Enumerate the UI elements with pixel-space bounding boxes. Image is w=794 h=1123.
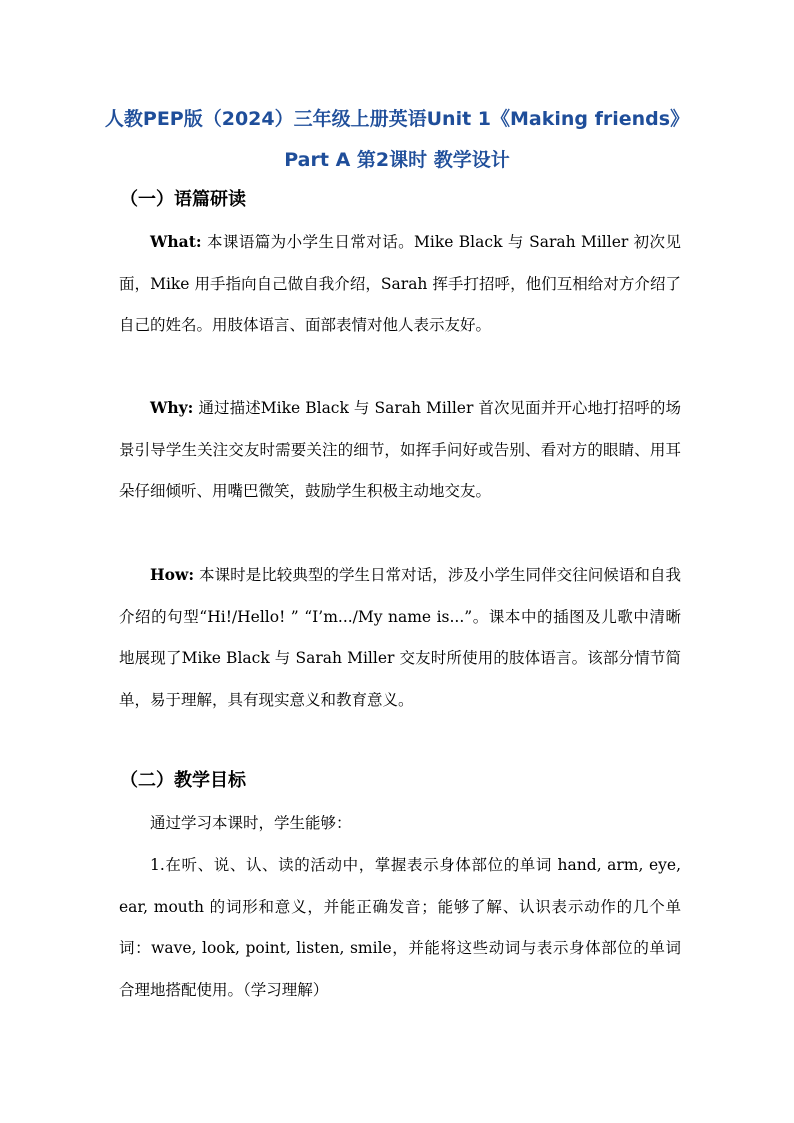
document-title-line1: 人教PEP版（2024）三年级上册英语Unit 1《Making friends》 xyxy=(104,108,690,130)
section-heading-text-analysis: （一）语篇研读 xyxy=(120,189,246,210)
what-label: What: xyxy=(150,232,202,251)
why-text: 通过描述Mike Black 与 Sarah Miller 首次见面并开心地打招呼的场景引导学生关注交友时需要关注的细节，如挥手问好或告别、看对方的眼睛、用耳朵仔细倾听、用嘴巴微笑，鼓励学生积极主动地交友。 xyxy=(119,399,681,500)
paragraph-why xyxy=(119,387,681,513)
document-title-line2: Part A 第2课时 教学设计 xyxy=(284,149,510,171)
why-label: Why: xyxy=(150,398,194,417)
paragraph-goal-item-1: 1.在听、说、认、读的活动中，掌握表示身体部位的单词 hand, arm, eye, ear, mouth 的词形和意义，并能正确发音；能够了解、认识表示动作的几个单词：wave, look, point, listen, smile，并能将这些动词与表示身体部位的单词合理地搭配使用。（学习理解） xyxy=(119,856,681,999)
what-text: 本课语篇为小学生日常对话。Mike Black 与 Sarah Miller 初次见面，Mike 用手指向自己做自我介绍，Sarah 挥手打招呼，他们互相给对方介绍了自己的姓名。用肢体语言、面部表情对他人表示友好。 xyxy=(119,233,681,334)
paragraph-what xyxy=(119,221,681,347)
paragraph-how xyxy=(119,554,681,721)
how-label: How: xyxy=(150,565,195,584)
section-heading-teaching-goals: （二）教学目标 xyxy=(120,770,246,791)
how-text: 本课时是比较典型的学生日常对话，涉及小学生同伴交往问候语和自我介绍的句型“Hi!/Hello! ” “I’m.../My name is...”。课本中的插图及儿歌中清晰地展现了Mike Black 与 Sarah Miller 交友时所使用的肢体语言。该部分情节简单，易于理解，具有现实意义和教育意义。 xyxy=(119,566,681,709)
paragraph-goals-intro: 通过学习本课时，学生能够： xyxy=(150,814,352,832)
